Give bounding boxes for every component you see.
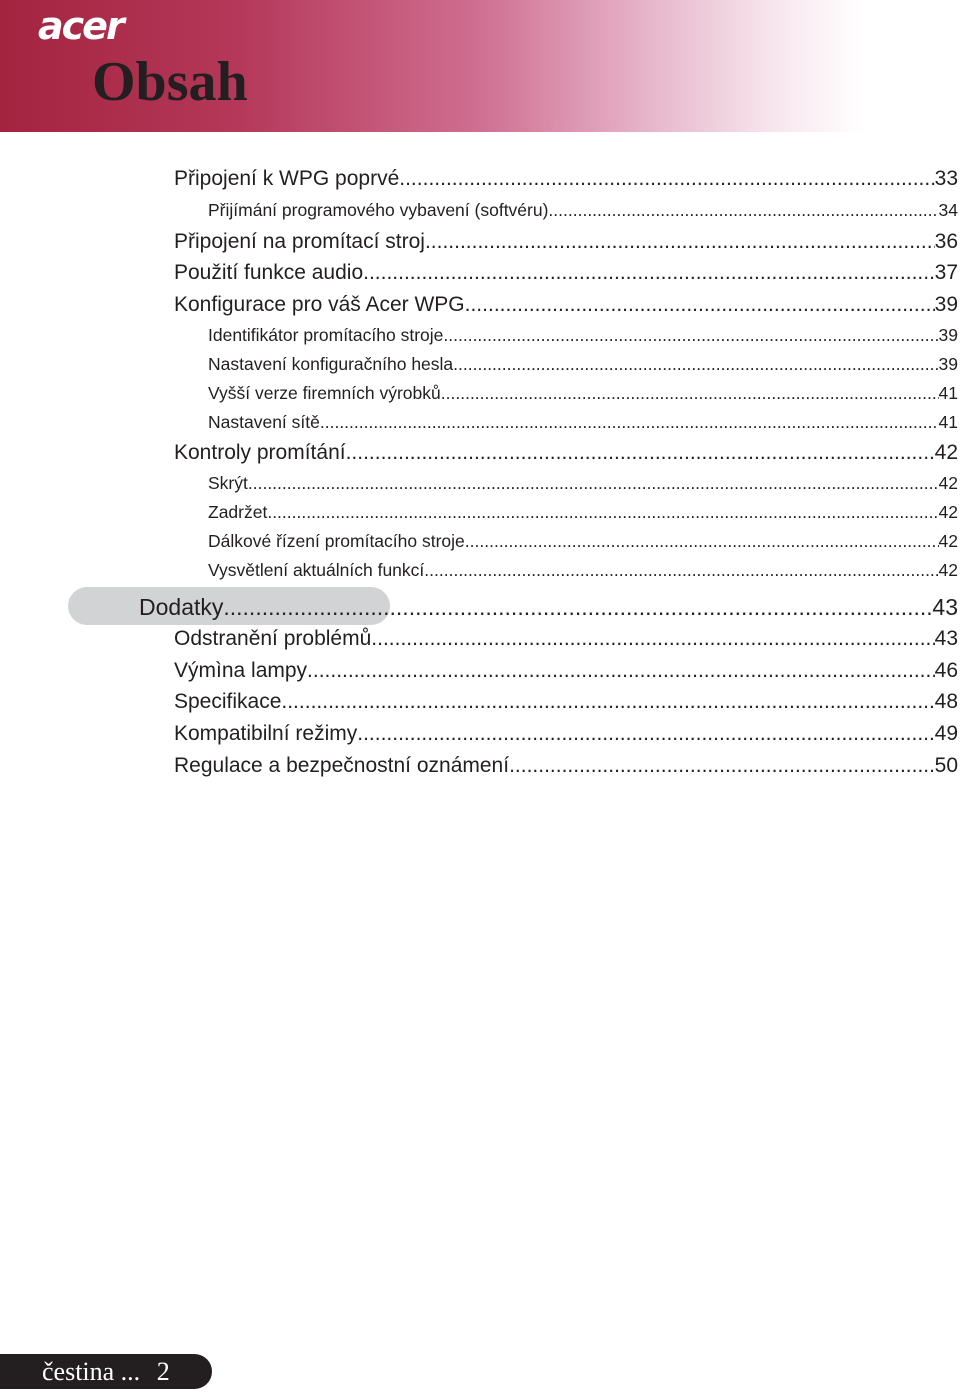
- toc-label: Vyšší verze firemních výrobků: [208, 383, 441, 403]
- toc-page-number: 42: [934, 441, 958, 464]
- toc-label: Regulace a bezpečnostní oznámení: [174, 754, 510, 777]
- toc-leader-dots: [267, 502, 938, 523]
- acer-logo: acer: [38, 4, 123, 48]
- toc-label: Připojení na promítací stroj: [174, 230, 425, 253]
- toc-page-number: 43: [934, 627, 958, 650]
- toc-page-number: 48: [934, 690, 958, 713]
- toc-page-number: 39: [938, 325, 958, 345]
- toc-leader-dots: [320, 412, 939, 433]
- toc-leader-dots: [441, 383, 939, 404]
- toc-entry[interactable]: [174, 261, 958, 285]
- toc-leader-dots: [281, 690, 934, 714]
- toc-leader-dots: [248, 473, 939, 494]
- page-title: Obsah: [92, 51, 248, 113]
- toc-entry[interactable]: [174, 690, 958, 714]
- toc-page-number: 39: [934, 293, 958, 316]
- toc-label: Dodatky: [139, 594, 224, 620]
- toc-label: Přijímání programového vybavení (softvéru): [208, 200, 549, 220]
- toc-entry[interactable]: [208, 383, 958, 404]
- toc-leader-dots: [357, 722, 934, 746]
- toc-page-number: 42: [938, 502, 958, 522]
- toc-leader-dots: [509, 754, 935, 778]
- toc-label: Výmìna lampy: [174, 659, 308, 682]
- toc-page-number: 34: [938, 200, 958, 220]
- toc-entry[interactable]: [174, 754, 958, 778]
- footer-label: [42, 1357, 170, 1387]
- toc-entry[interactable]: [174, 627, 958, 651]
- toc-label: Konfigurace pro váš Acer WPG: [174, 293, 465, 316]
- toc-page-number: 41: [938, 383, 958, 403]
- toc-leader-dots: [399, 167, 934, 191]
- toc-page-number: 46: [934, 659, 958, 682]
- toc-entry[interactable]: [208, 531, 958, 552]
- toc-leader-dots: [425, 230, 935, 254]
- toc-label: Dálkové řízení promítacího stroje: [208, 531, 465, 551]
- toc-entry[interactable]: [174, 722, 958, 746]
- toc-label: Odstranění problémů: [174, 627, 372, 650]
- toc-page-number: 42: [938, 473, 958, 493]
- toc-page-number: 37: [934, 261, 958, 284]
- toc-label: Nastavení sítě: [208, 412, 320, 432]
- toc-section-entry[interactable]: [139, 594, 958, 621]
- toc-leader-dots: [363, 261, 935, 285]
- toc-leader-dots: [453, 354, 938, 375]
- toc-leader-dots: [371, 627, 934, 651]
- toc-label: Vysvětlení aktuálních funkcí: [208, 560, 425, 580]
- toc-entry[interactable]: [174, 441, 958, 465]
- header-banner: [0, 0, 960, 132]
- toc-label: Zadržet: [208, 502, 268, 522]
- toc-entry[interactable]: [208, 354, 958, 375]
- toc-label: Skrýt: [208, 473, 248, 493]
- toc-label: Specifikace: [174, 690, 282, 713]
- toc-page-number: 39: [938, 354, 958, 374]
- footer-page-number: 2: [156, 1357, 170, 1386]
- toc-page-number: 43: [932, 594, 958, 620]
- toc-entry[interactable]: [208, 412, 958, 433]
- toc-leader-dots: [465, 293, 935, 317]
- footer-language: čestina ...: [42, 1357, 141, 1386]
- toc-entry[interactable]: [174, 167, 958, 191]
- toc-label: Připojení k WPG poprvé: [174, 167, 400, 190]
- toc-leader-dots: [346, 441, 935, 465]
- toc-label: Kontroly promítání: [174, 441, 346, 464]
- toc-entry[interactable]: [174, 293, 958, 317]
- toc-label: Identifikátor promítacího stroje: [208, 325, 444, 345]
- toc-page-number: 49: [934, 722, 958, 745]
- toc-entry[interactable]: [208, 473, 958, 494]
- toc-leader-dots: [465, 531, 939, 552]
- toc-leader-dots: [443, 325, 938, 346]
- toc-page-number: 42: [938, 560, 958, 580]
- toc-label: Kompatibilní režimy: [174, 722, 358, 745]
- toc-page-number: 41: [938, 412, 958, 432]
- toc-entry[interactable]: [208, 200, 958, 221]
- toc-entry[interactable]: [174, 230, 958, 254]
- toc-label: Nastavení konfiguračního hesla: [208, 354, 454, 374]
- toc-leader-dots: [424, 560, 938, 581]
- toc-page-number: 33: [934, 167, 958, 190]
- toc-page-number: 36: [934, 230, 958, 253]
- toc-label: Použití funkce audio: [174, 261, 364, 284]
- toc-page-number: 50: [934, 754, 958, 777]
- toc-leader-dots: [548, 200, 938, 221]
- toc-entry[interactable]: [174, 659, 958, 683]
- toc-entry[interactable]: [208, 325, 958, 346]
- toc-leader-dots: [223, 594, 932, 621]
- toc-leader-dots: [307, 659, 935, 683]
- toc-entry[interactable]: [208, 502, 958, 523]
- toc-entry[interactable]: [208, 560, 958, 581]
- toc-page-number: 42: [938, 531, 958, 551]
